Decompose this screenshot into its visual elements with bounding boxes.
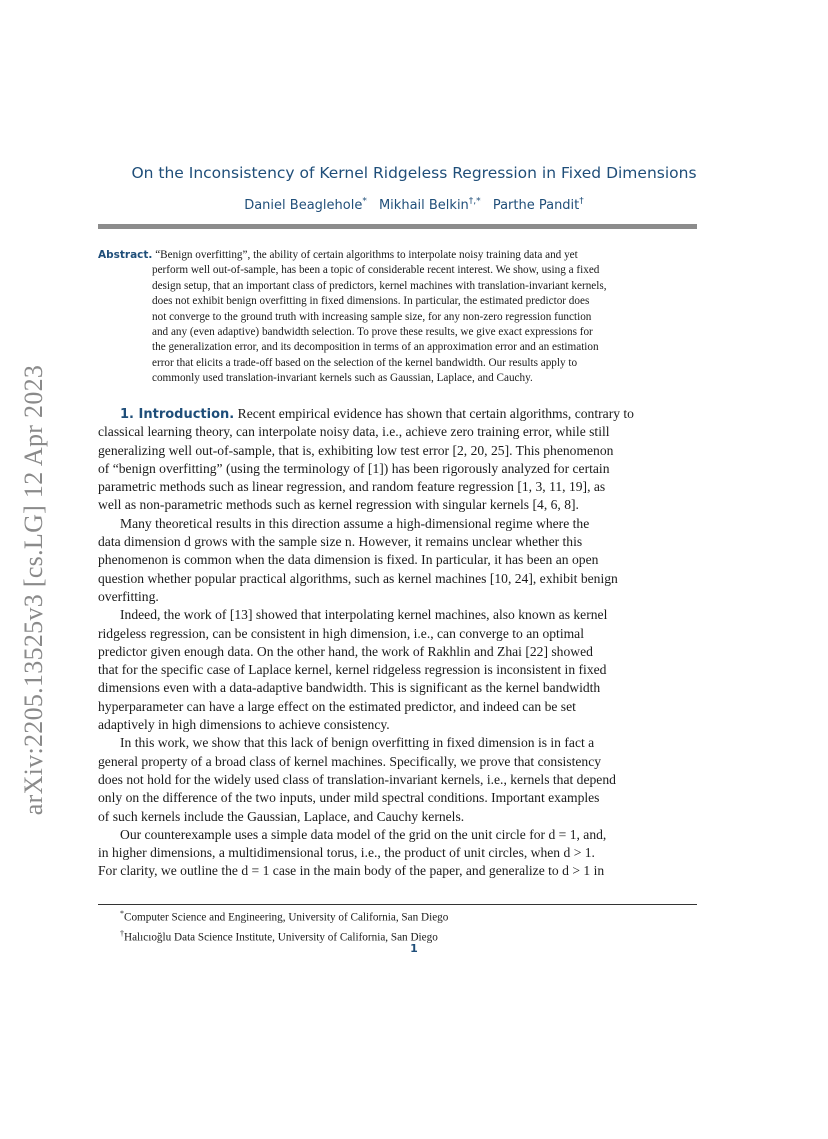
abstract-line: does not exhibit benign overfitting in fixed dimensions. In particular, the estimated predictor does (152, 295, 590, 308)
abstract-line: design setup, that an important class of predictors, kernel machines with translation-invariant kernels, (152, 279, 607, 292)
author-affiliation-mark: †,* (468, 197, 481, 207)
intro-line: in higher dimensions, a multidimensional torus, i.e., the product of unit circles, when d > 1. (98, 845, 595, 861)
intro-line: In this work, we show that this lack of benign overfitting in fixed dimension is in fact a (120, 735, 595, 751)
intro-line: data dimension d grows with the sample size n. However, it remains unclear whether this (98, 534, 583, 550)
intro-line: dimensions even with a data-adaptive bandwidth. This is significant as the kernel bandwidth (98, 680, 601, 696)
footnote (120, 906, 448, 926)
footnote-text: Halıcıoğlu Data Science Institute, University of California, San Diego (124, 932, 438, 945)
footnote-mark: † (120, 929, 124, 939)
footnote-text: Computer Science and Engineering, University of California, San Diego (124, 911, 449, 924)
abstract-line: commonly used translation-invariant kernels such as Gaussian, Laplace, and Cauchy. (152, 372, 533, 385)
author-name: Daniel Beaglehole (244, 198, 363, 214)
intro-line: of “benign overfitting” (using the terminology of [1]) has been rigorously analyzed for certain (98, 460, 610, 476)
intro-line: does not hold for the widely used class of translation-invariant kernels, i.e., kernels that depend (98, 771, 616, 787)
intro-line: ridgeless regression, can be consistent in high dimension, i.e., can converge to an optimal (98, 625, 584, 641)
paper-title: On the Inconsistency of Kernel Ridgeless Regression in Fixed Dimensions (131, 164, 697, 182)
abstract-line: the generalization error, and its decomposition in terms of an approximation error and an estimation (152, 341, 599, 354)
intro-line: generalizing well out-of-sample, that is, exhibiting low test error [2, 20, 25]. This phenomenon (98, 442, 614, 458)
intro-line: phenomenon is common when the data dimension is fixed. In particular, it has been an open (98, 552, 599, 568)
abstract-line: error that elicits a trade-off based on the selection of the kernel bandwidth. Our results apply to (152, 356, 578, 369)
author-affiliation-mark: † (579, 197, 584, 207)
intro-line: of such kernels include the Gaussian, Laplace, and Cauchy kernels. (98, 808, 465, 824)
abstract (98, 248, 698, 387)
intro-line (98, 405, 698, 423)
author-3 (493, 198, 584, 213)
intro-line: question whether popular practical algorithms, such as kernel machines [10, 24], exhibit benign (98, 570, 618, 586)
arxiv-sidebar-stamp (10, 350, 58, 830)
intro-line: parametric methods such as linear regression, and random feature regression [1, 3, 11, 19], as (98, 479, 606, 495)
intro-line: well as non-parametric methods such as kernel regression with singular kernels [4, 6, 8]. (98, 497, 579, 513)
intro-line: general property of a broad class of kernel machines. Specifically, we prove that consistency (98, 753, 602, 769)
author-2 (379, 198, 481, 213)
abstract-text: “Benign overfitting”, the ability of certain algorithms to interpolate noisy training data and yet (155, 249, 578, 261)
author-1 (244, 198, 367, 213)
page-number: 1 (410, 942, 418, 955)
section-heading: 1. Introduction. (120, 407, 235, 422)
arxiv-identifier: arXiv:2205.13525v3 [cs.LG] 12 Apr 2023 (19, 364, 48, 816)
abstract-line: and any (even adaptive) bandwidth selection. To prove these results, we give exact expressions for (152, 325, 593, 338)
intro-line: predictor given enough data. On the other hand, the work of Rakhlin and Zhai [22] showed (98, 643, 593, 659)
footnote-mark: * (120, 909, 124, 918)
intro-line: Our counterexample uses a simple data model of the grid on the unit circle for d = 1, and, (120, 826, 607, 842)
intro-line: For clarity, we outline the d = 1 case in the main body of the paper, and generalize to d > 1 in (98, 863, 605, 879)
title-divider (98, 224, 697, 229)
author-name: Mikhail Belkin (378, 198, 469, 214)
intro-line: hyperparameter can have a large effect on the estimated predictor, and indeed can be set (98, 698, 576, 714)
abstract-line: not converge to the ground truth with increasing sample size, for any non-zero regression function (152, 310, 592, 323)
footnote-divider (98, 904, 697, 905)
intro-line: that for the specific case of Laplace kernel, kernel ridgeless regression is inconsistent in fixed (98, 662, 607, 678)
abstract-line (98, 248, 698, 263)
abstract-line: perform well out-of-sample, has been a topic of considerable recent interest. We show, using a fixed (152, 264, 600, 277)
intro-line: only on the difference of the two inputs, under mild spectral conditions. Important examples (98, 790, 600, 806)
abstract-label: Abstract. (98, 249, 153, 261)
author-affiliation-mark: * (362, 197, 367, 207)
intro-text: Recent empirical evidence has shown that certain algorithms, contrary to (237, 406, 634, 421)
author-name: Parthe Pandit (492, 198, 580, 214)
intro-line: classical learning theory, can interpolate noisy data, i.e., achieve zero training error, while still (98, 424, 610, 440)
introduction-section (98, 405, 698, 881)
footnotes (120, 906, 448, 947)
intro-line: adaptively in high dimensions to achieve consistency. (98, 717, 390, 733)
intro-line: Indeed, the work of [13] showed that interpolating kernel machines, also known as kernel (120, 607, 608, 623)
intro-line: overfitting. (98, 588, 159, 604)
intro-line: Many theoretical results in this direction assume a high-dimensional regime where the (120, 515, 590, 531)
author-list (0, 197, 828, 213)
